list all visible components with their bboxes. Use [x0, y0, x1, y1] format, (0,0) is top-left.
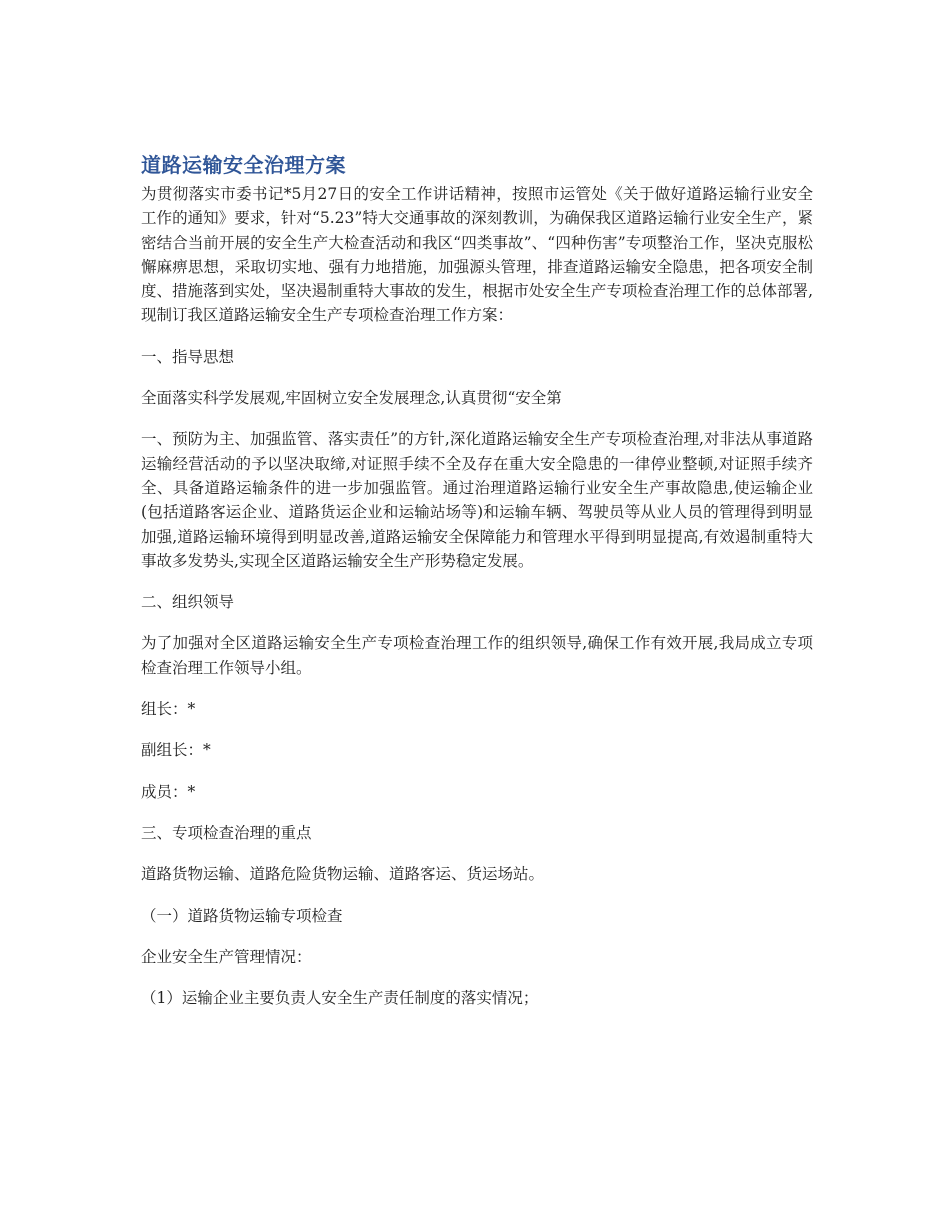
- section-heading-organization: 二、组织领导: [141, 593, 235, 612]
- subsection1-paragraph: 企业安全生产管理情况：: [141, 947, 312, 966]
- document-page: [141, 150, 813, 1010]
- intro-paragraph: 为贯彻落实市委书记*5月27日的安全工作讲话精神，按照市运管处《关于做好道路运输行业安全工作的通知》要求，针对“5.23”特大交通事故的深刻教训，为确保我区道路运输行业安全生产，紧密结合当前开展的安全生产大检查活动和我区“四类事故”、“四种伤害”专项整治工作，坚决克服松懈麻痹思想，采取切实地、强有力地措施，加强源头管理，排查道路运输安全隐患，把各项安全制度、措施落到实处，坚决遏制重特大事故的发生，根据市处安全生产专项检查治理工作的总体部署,现制订我区道路运输安全生产专项检查治理工作方案：: [141, 185, 813, 325]
- subsection-heading-freight: （一）道路货物运输专项检查: [141, 906, 343, 925]
- deputy-leader-line: 副组长：*: [141, 741, 211, 760]
- section-heading-focus: 三、专项检查治理的重点: [141, 823, 312, 842]
- section-heading-guiding-ideology: 一、指导思想: [141, 347, 235, 366]
- list-item-1: （1）运输企业主要负责人安全生产责任制度的落实情况；: [141, 989, 539, 1008]
- leader-line: 组长：*: [141, 700, 196, 719]
- document-title: 道路运输安全治理方案: [141, 153, 346, 177]
- members-line: 成员：*: [141, 782, 196, 801]
- section2-paragraph: 为了加强对全区道路运输安全生产专项检查治理工作的组织领导,确保工作有效开展,我局成立专项检查治理工作领导小组。: [141, 634, 813, 677]
- section3-paragraph: 道路货物运输、道路危险货物运输、道路客运、货运场站。: [141, 865, 545, 884]
- section1-paragraph-1: 全面落实科学发展观,牢固树立安全发展理念,认真贯彻“安全第: [141, 389, 562, 408]
- section1-paragraph-2: 一、预防为主、加强监管、落实责任”的方针,深化道路运输安全生产专项检查治理,对非法从事道路运输经营活动的予以坚决取缔,对证照手续不全及存在重大安全隐患的一律停业整顿,对证照手续齐全、具备道路运输条件的进一步加强监管。通过治理道路运输行业安全生产事故隐患,使运输企业(包括道路客运企业、道路货运企业和运输站场等)和运输车辆、驾驶员等从业人员的管理得到明显加强,道路运输环境得到明显改善,道路运输安全保障能力和管理水平得到明显提高,有效遏制重特大事故多发势头,实现全区道路运输安全生产形势稳定发展。: [141, 430, 813, 570]
